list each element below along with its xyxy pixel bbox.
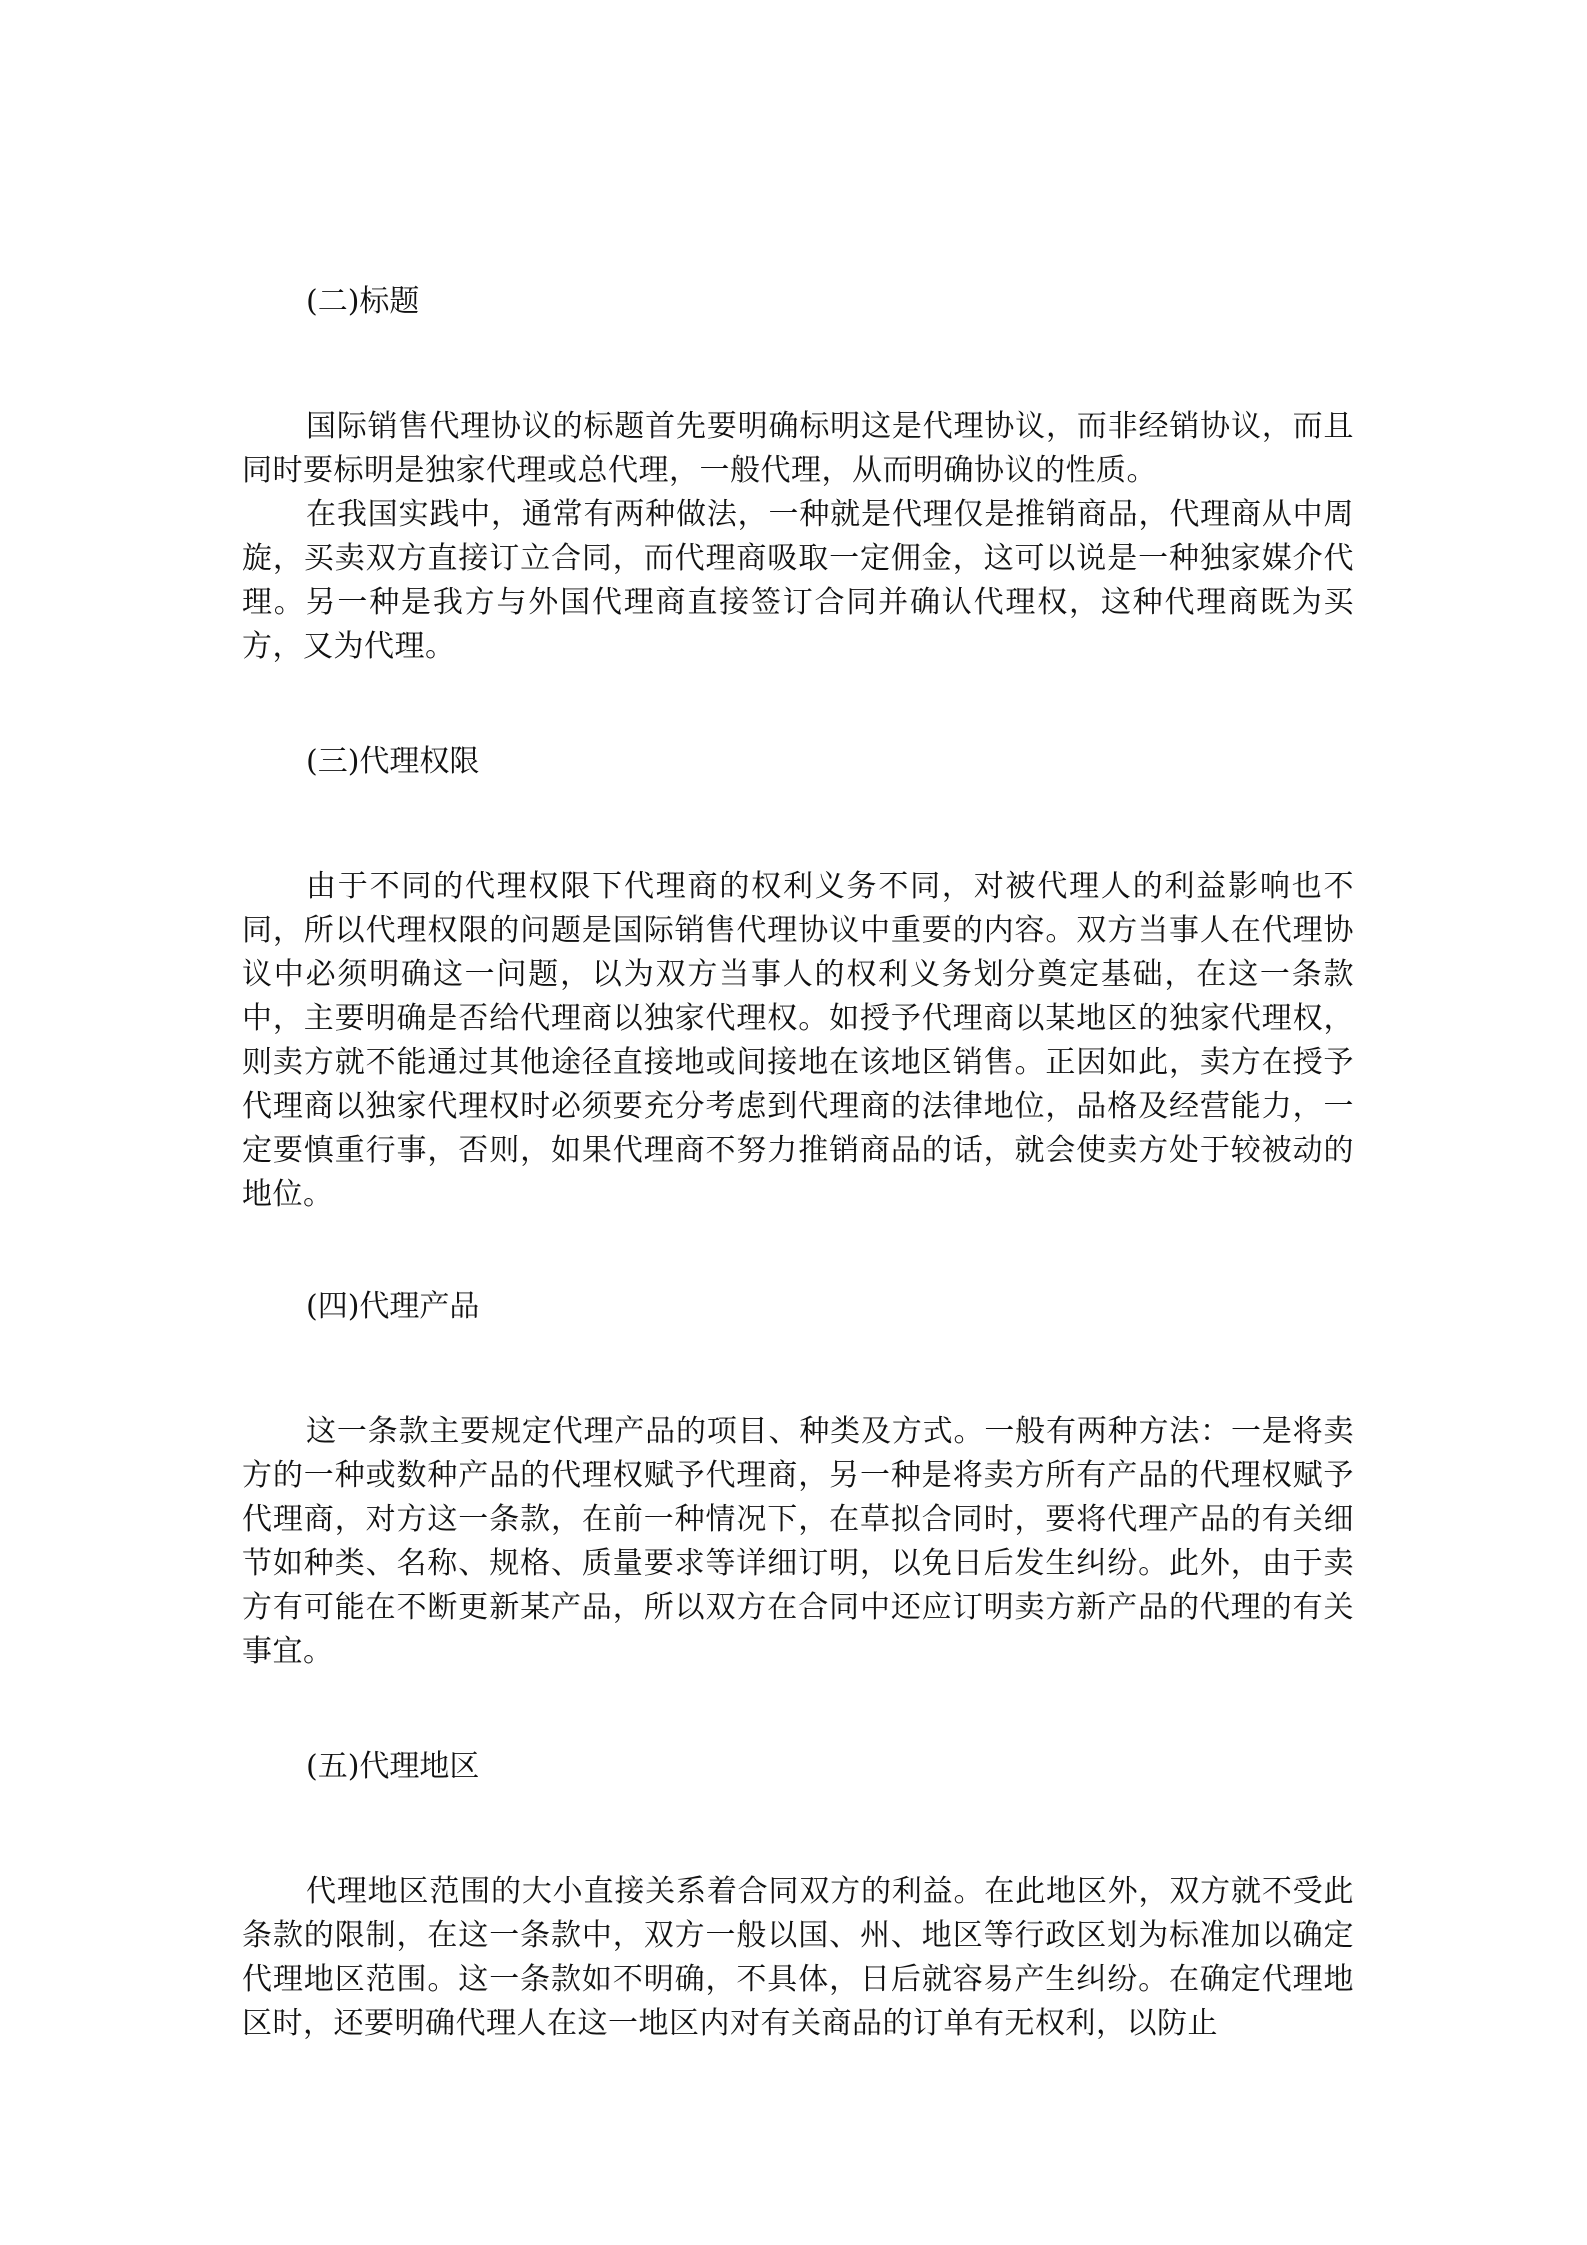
section-heading-agency-territory: (五)代理地区 [306, 1749, 480, 1784]
paragraph-title-nature: 国际销售代理协议的标题首先要明确标明这是代理协议，而非经销协议，而且同时要标明是独家代理或总代理，一般代理，从而明确协议的性质。 [242, 409, 1354, 488]
section-heading-title: (二)标题 [306, 284, 420, 319]
paragraph-agency-territory: 代理地区范围的大小直接关系着合同双方的利益。在此地区外，双方就不受此条款的限制，在这一条款中，双方一般以国、州、地区等行政区划为标准加以确定代理地区范围。这一条款如不明确，不具体，日后就容易产生纠纷。在确定代理地区时，还要明确代理人在这一地区内对有关商品的订单有无权利，以防止 [242, 1874, 1354, 2041]
paragraph-agency-products: 这一条款主要规定代理产品的项目、种类及方式。一般有两种方法：一是将卖方的一种或数种产品的代理权赋予代理商，另一种是将卖方所有产品的代理权赋予代理商，对方这一条款，在前一种情况下，在草拟合同时，要将代理产品的有关细节如种类、名称、规格、质量要求等详细订明，以免日后发生纠纷。此外，由于卖方有可能在不断更新某产品，所以双方在合同中还应订明卖方新产品的代理的有关事宜。 [242, 1414, 1354, 1669]
section-heading-agency-products: (四)代理产品 [306, 1289, 480, 1324]
paragraph-china-practice: 在我国实践中，通常有两种做法，一种就是代理仅是推销商品，代理商从中周旋，买卖双方直接订立合同，而代理商吸取一定佣金，这可以说是一种独家媒介代理。另一种是我方与外国代理商直接签订合同并确认代理权，这种代理商既为买方，又为代理。 [242, 497, 1354, 664]
section-heading-agency-authority: (三)代理权限 [306, 744, 480, 779]
paragraph-agency-authority: 由于不同的代理权限下代理商的权利义务不同，对被代理人的利益影响也不同，所以代理权限的问题是国际销售代理协议中重要的内容。双方当事人在代理协议中必须明确这一问题，以为双方当事人的权利义务划分奠定基础，在这一条款中，主要明确是否给代理商以独家代理权。如授予代理商以某地区的独家代理权，则卖方就不能通过其他途径直接地或间接地在该地区销售。正因如此，卖方在授予代理商以独家代理权时必须要充分考虑到代理商的法律地位，品格及经营能力，一定要慎重行事，否则，如果代理商不努力推销商品的话，就会使卖方处于较被动的地位。 [242, 869, 1354, 1212]
